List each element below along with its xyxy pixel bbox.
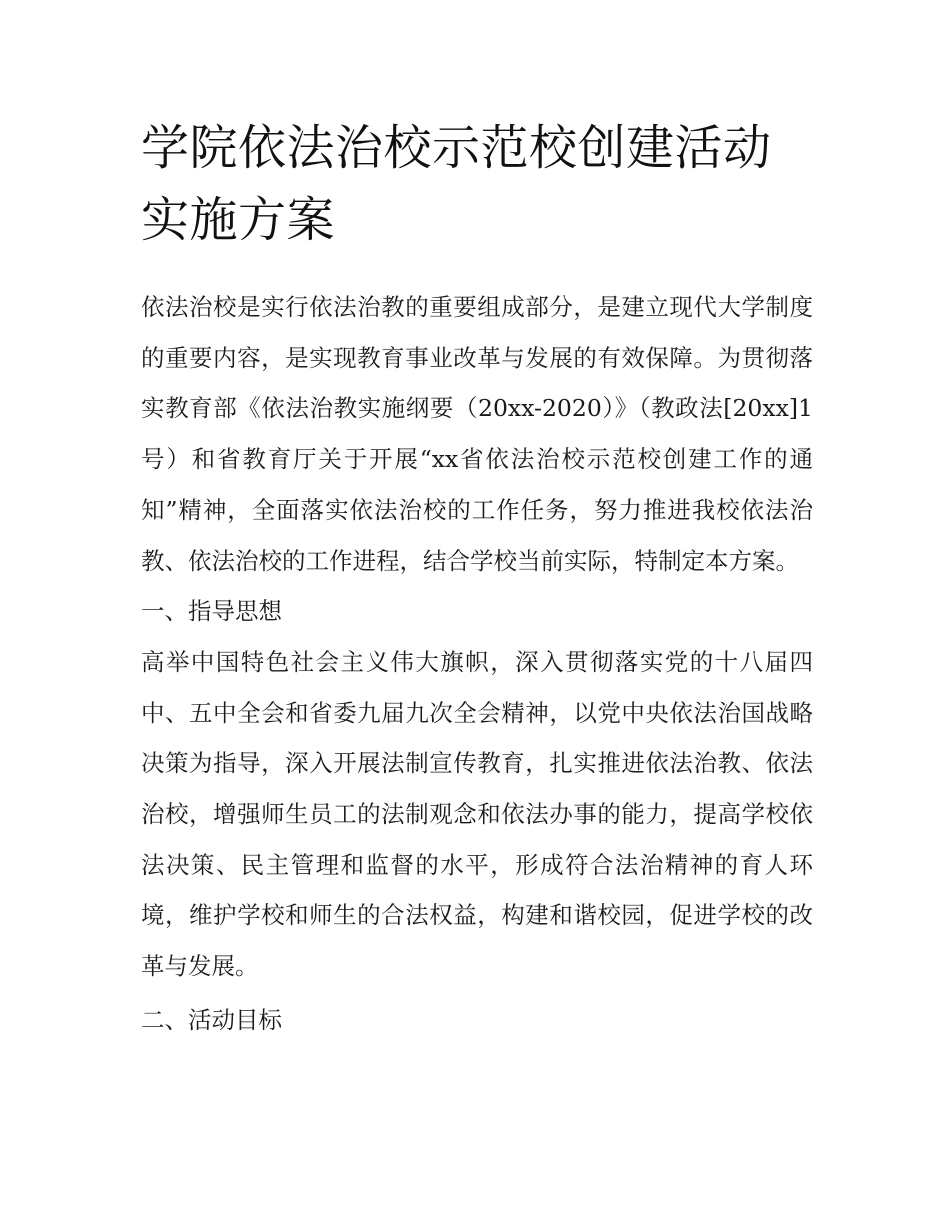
guiding-ideology-paragraph: 高举中国特色社会主义伟大旗帜，深入贯彻落实党的十八届四中、五中全会和省委九届九次全会精神，以党中央依法治国战略决策为指导，深入开展法制宣传教育，扎实推进依法治教、依法治校，增强师生员工的法制观念和依法办事的能力，提高学校依法决策、民主管理和监督的水平，形成符合法治精神的育人环境，维护学校和师生的合法权益，构建和谐校园，促进学校的改革与发展。: [141, 647, 813, 981]
intro-paragraph: 依法治校是实行依法治教的重要组成部分，是建立现代大学制度的重要内容，是实现教育事业改革与发展的有效保障。为贯彻落实教育部《依法治教实施纲要（20xx-2020）》（教政法[20xx]1号）和省教育厅关于开展“xx省依法治校示范校创建工作的通知”精神，全面落实依法治校的工作任务，努力推进我校依法治教、依法治校的工作进程，结合学校当前实际，特制定本方案。: [141, 293, 813, 575]
section-heading-guiding-ideology: 一、指导思想: [141, 597, 282, 626]
document-title: 学院依法治校示范校创建活动实施方案: [141, 120, 772, 248]
section-heading-activity-goals: 二、活动目标: [141, 1005, 282, 1034]
document-page: [141, 112, 813, 1046]
